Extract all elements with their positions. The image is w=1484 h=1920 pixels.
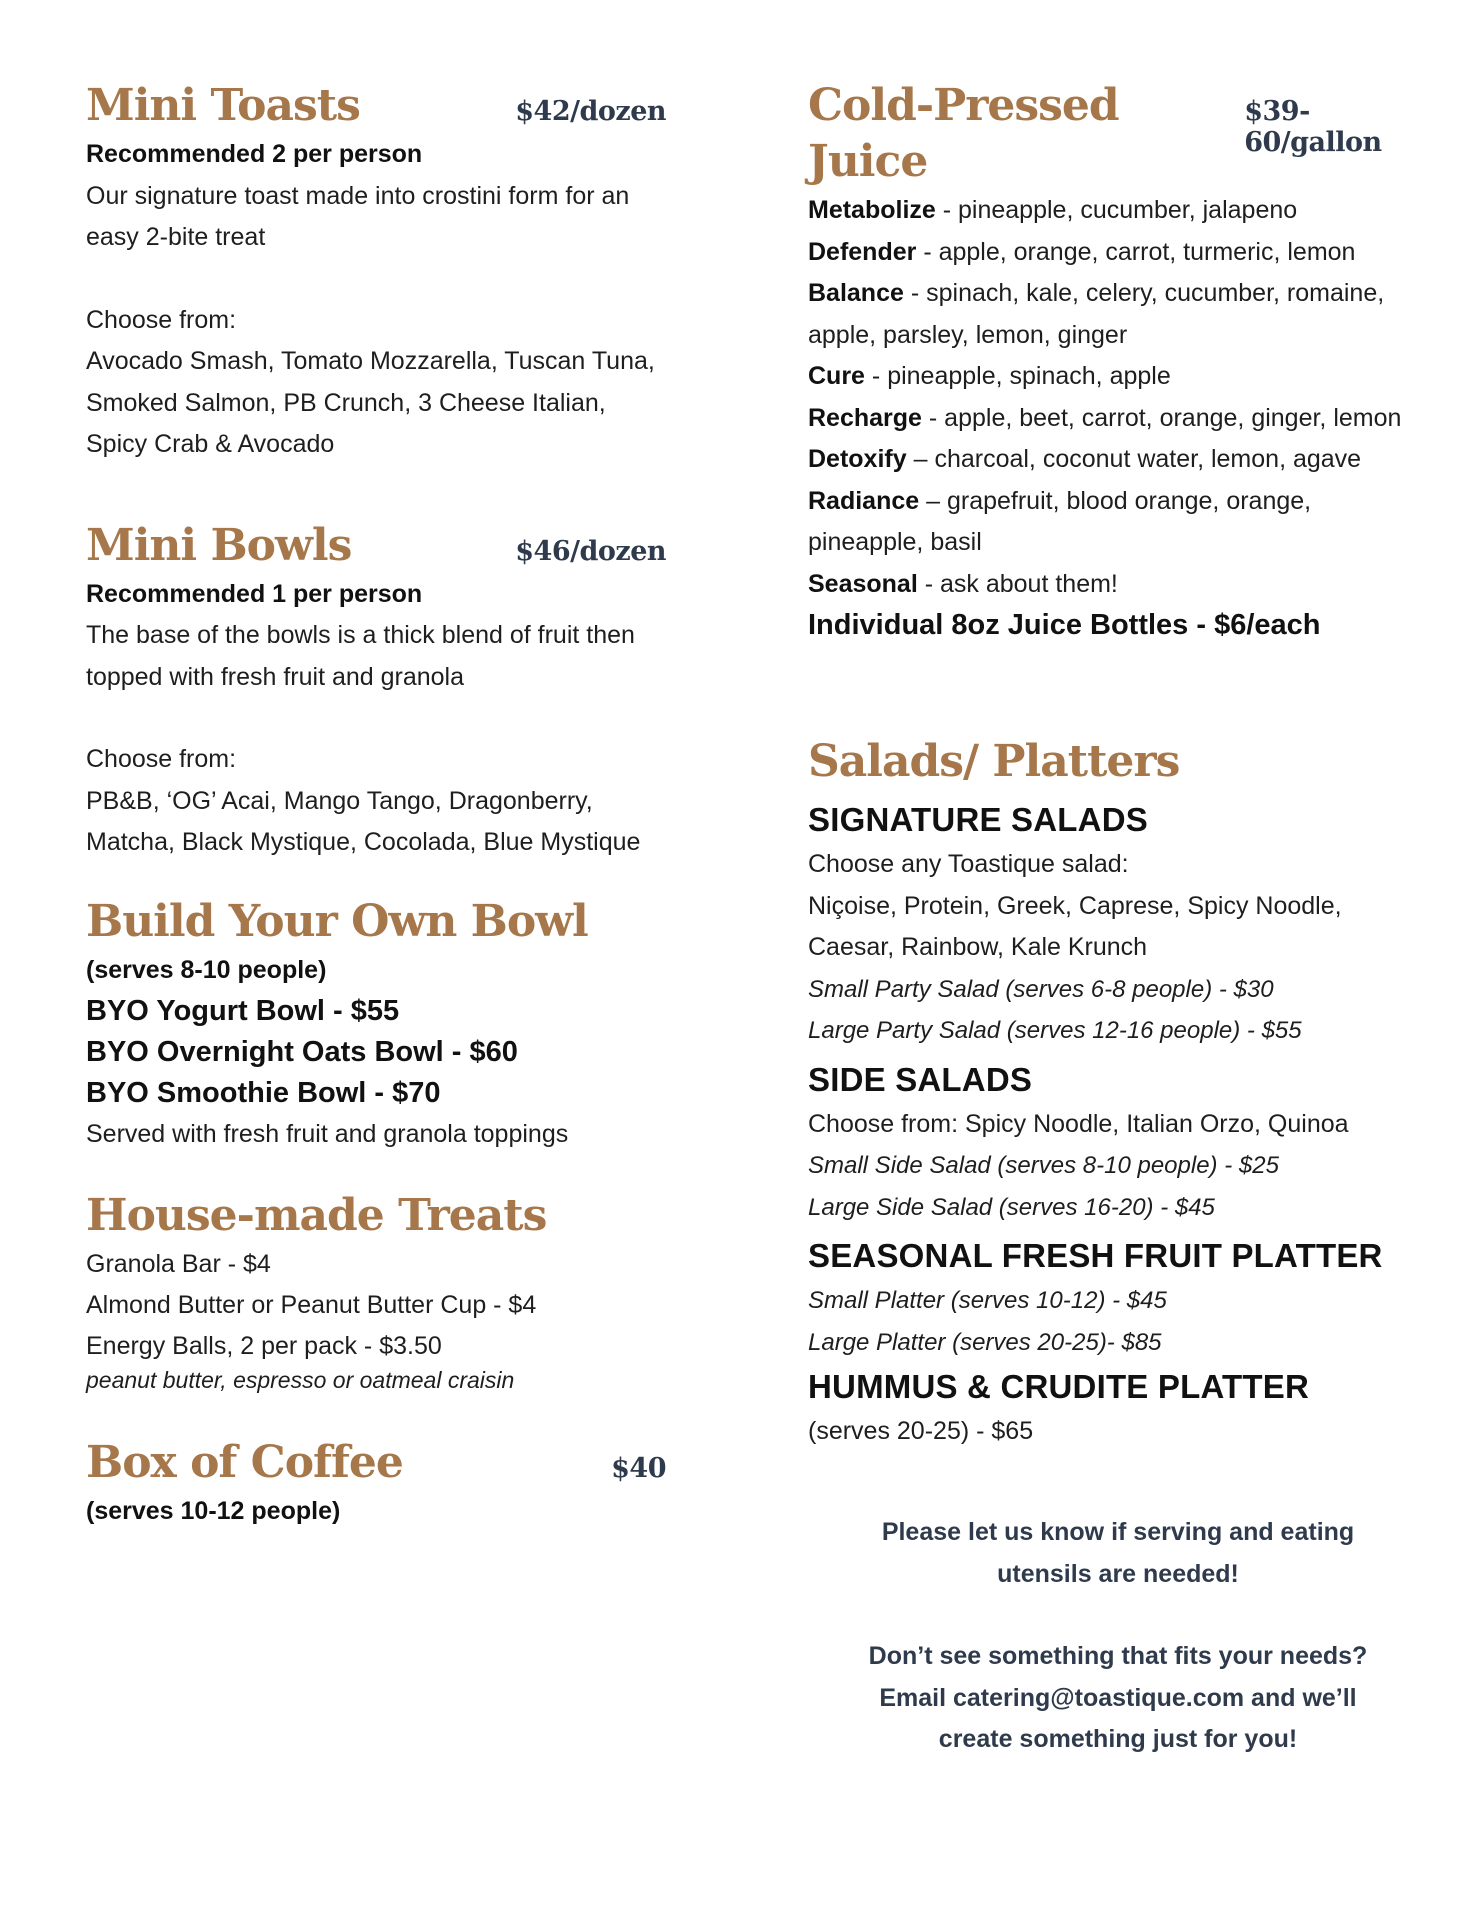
juice-separator: - [864,362,888,390]
juice-bottles: Individual 8oz Juice Bottles - $6/each [808,609,1321,641]
mini-bowls-title: Mini Bowls [86,519,352,571]
juice-separator: - [917,569,940,598]
mini-toasts-choose-label: Choose from: [86,305,237,334]
side-salads-large: Large Side Salad (serves 16-20) - $45 [808,1193,1215,1221]
juice-separator: - [921,403,945,432]
mini-toasts-section [86,78,666,466]
juice-separator: - [903,279,927,307]
signature-salads-large: Large Party Salad (serves 12-16 people) - $55 [808,1017,1302,1044]
juice-item [808,439,1428,481]
treats-title: House-made Treats [86,1189,547,1241]
contact-note-line: Email catering@toastique.com and we’ll [879,1683,1357,1712]
mini-toasts-options-line: Smoked Salmon, PB Crunch, 3 Cheese Italian, [86,388,606,417]
juice-list [808,190,1428,605]
hummus-platter-heading: HUMMUS & CRUDITE PLATTER [808,1368,1309,1405]
juice-ingredients: charcoal, coconut water, lemon, agave [934,445,1362,473]
juice-ingredients: pineapple, spinach, apple [887,362,1171,390]
signature-salads-options: Caesar, Rainbow, Kale Krunch [808,933,1148,961]
utensils-note-line: utensils are needed! [997,1559,1239,1588]
coffee-serves: (serves 10-12 people) [86,1496,341,1525]
fruit-platter-large: Large Platter (serves 20-25)- $85 [808,1328,1162,1356]
right-column [808,78,1428,1453]
byo-bowl-title: Build Your Own Bowl [86,895,588,947]
juice-ingredients: grapefruit, blood orange, orange, pineapple, basil [808,486,1312,556]
juice-name: Cure [808,362,865,390]
juice-name: Balance [808,279,904,307]
treats-item: Granola Bar - $4 [86,1249,271,1278]
side-salads-small: Small Side Salad (serves 8-10 people) - $25 [808,1152,1279,1179]
mini-toasts-recommended: Recommended 2 per person [86,140,423,168]
contact-note-line: create something just for you! [938,1725,1298,1753]
mini-toasts-description-line: Our signature toast made into crostini form for an [86,181,630,210]
byo-bowl-item: BYO Yogurt Bowl - $55 [86,995,400,1027]
juice-ingredients: ask about them! [940,569,1118,598]
mini-toasts-description-line: easy 2-bite treat [86,223,266,251]
left-column [86,78,666,1532]
juice-name: Detoxify [808,445,907,473]
mini-toasts-options-line: Avocado Smash, Tomato Mozzarella, Tuscan Tuna, [86,347,655,375]
juice-ingredients: pineapple, cucumber, jalapeno [958,196,1298,224]
mini-bowls-recommended: Recommended 1 per person [86,579,423,608]
coffee-section [86,1435,666,1533]
juice-header [808,78,1428,190]
juice-item [808,481,1428,564]
juice-item [808,273,1428,356]
byo-bowl-note: Served with fresh fruit and granola toppings [86,1120,569,1148]
juice-separator: - [935,196,959,224]
mini-bowls-choose-label: Choose from: [86,745,237,773]
side-salads-heading: SIDE SALADS [808,1060,1033,1098]
mini-toasts-header [86,78,666,134]
juice-ingredients: spinach, kale, celery, cucumber, romaine, apple, parsley, lemon, ginger [808,279,1385,349]
byo-bowl-serves: (serves 8-10 people) [86,955,327,984]
juice-item [808,190,1428,232]
contact-note-line: Don’t see something that fits your needs? [868,1642,1368,1670]
salads-title: Salads/ Platters [808,736,1180,787]
signature-salads-options: Niçoise, Protein, Greek, Caprese, Spicy Noodle, [808,891,1342,920]
contact-notes [808,1512,1428,1761]
treats-item: Almond Butter or Peanut Butter Cup - $4 [86,1291,537,1319]
juice-name: Seasonal [808,569,918,598]
juice-section [808,78,1428,646]
mini-toasts-title: Mini Toasts [86,80,360,131]
juice-item [808,356,1428,398]
treats-flavors: peanut butter, espresso or oatmeal craisin [86,1366,515,1393]
treats-item: Energy Balls, 2 per pack - $3.50 [86,1331,442,1360]
fruit-platter-heading: SEASONAL FRESH FRUIT PLATTER [808,1237,1383,1274]
side-salads-intro: Choose from: Spicy Noodle, Italian Orzo, Quinoa [808,1109,1349,1138]
juice-name: Recharge [808,403,922,432]
juice-price: $39-60/gallon [1244,96,1382,158]
byo-bowl-section [86,894,666,1156]
juice-item [808,398,1428,440]
salads-section [808,734,1428,1453]
mini-bowls-options-line: Matcha, Black Mystique, Cocolada, Blue Mystique [86,828,641,856]
signature-salads-heading: SIGNATURE SALADS [808,801,1148,838]
juice-name: Metabolize [808,196,936,224]
byo-bowl-item: BYO Overnight Oats Bowl - $60 [86,1036,518,1068]
mini-toasts-price: $42/dozen [515,96,666,127]
juice-name: Radiance [808,486,920,515]
mini-bowls-description-line: The base of the bowls is a thick blend of fruit then [86,621,635,649]
byo-bowl-item: BYO Smoothie Bowl - $70 [86,1077,441,1109]
signature-salads-intro: Choose any Toastique salad: [808,850,1129,878]
mini-bowls-section [86,518,666,864]
juice-separator: – [919,486,947,515]
juice-ingredients: apple, orange, carrot, turmeric, lemon [938,237,1356,266]
mini-bowls-price: $46/dozen [515,535,666,567]
coffee-title: Box of Coffee [86,1436,403,1488]
juice-name: Defender [808,237,917,266]
juice-ingredients: apple, beet, carrot, orange, ginger, lemon [944,403,1402,432]
juice-separator: – [906,445,935,473]
juice-item [808,232,1428,274]
coffee-price: $40 [611,1452,666,1484]
fruit-platter-small: Small Platter (serves 10-12) - $45 [808,1287,1167,1314]
signature-salads-small: Small Party Salad (serves 6-8 people) - $30 [808,975,1274,1003]
coffee-header [86,1435,666,1491]
treats-section [86,1188,666,1395]
utensils-note-line: Please let us know if serving and eating [881,1518,1355,1546]
mini-bowls-options-line: PB&B, ‘OG’ Acai, Mango Tango, Dragonberry, [86,786,593,815]
mini-bowls-header [86,518,666,574]
mini-toasts-options-line: Spicy Crab & Avocado [86,430,335,458]
juice-separator: - [916,237,939,266]
juice-title: Cold-Pressed Juice [808,80,1119,187]
hummus-platter-serves: (serves 20-25) - $65 [808,1417,1034,1445]
mini-bowls-description-line: topped with fresh fruit and granola [86,662,465,691]
juice-item [808,564,1428,606]
